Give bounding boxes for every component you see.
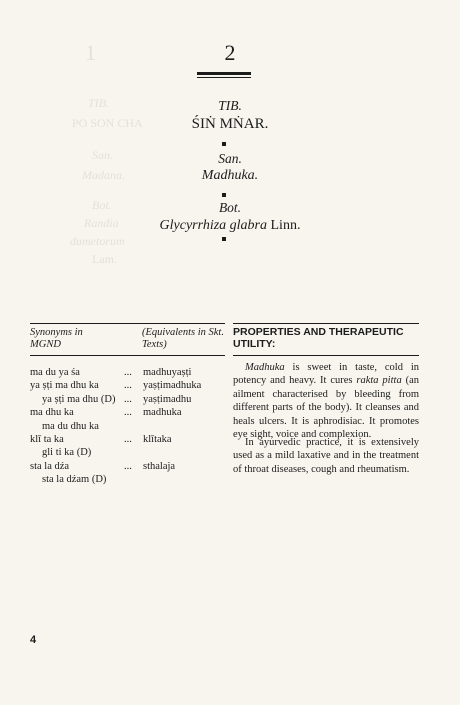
tibetan-term: sta la dźa	[30, 460, 70, 472]
table-row	[30, 366, 225, 379]
table-row	[30, 460, 225, 473]
tibetan-term: sta la dźam (D)	[42, 474, 107, 486]
ghost-bot-line1: Randia	[84, 216, 119, 230]
madhuka-term: Madhuka	[245, 362, 285, 373]
dot-leader: ...	[124, 407, 132, 419]
chapter-rule	[197, 72, 251, 75]
synonyms-table	[30, 366, 225, 487]
ghost-san-name: Madana.	[82, 168, 125, 182]
bot-label: Bot.	[218, 200, 242, 215]
synonyms-bottom-rule	[30, 355, 225, 356]
rakta-pitta-term: rakta pitta	[356, 375, 402, 387]
bot-name-species: Glycyrrhiza glabra	[159, 218, 267, 233]
table-row	[30, 406, 225, 419]
synonyms-top-rule	[30, 323, 225, 324]
ghost-tib-label: TIB.	[88, 96, 109, 110]
tib-label: TIB.	[218, 98, 242, 113]
page-number: 4	[30, 634, 37, 646]
dot-leader: ...	[124, 433, 132, 445]
chapter-number: 2	[224, 40, 236, 65]
table-row	[30, 379, 225, 392]
separator-bullet	[222, 142, 226, 146]
separator-bullet	[222, 237, 226, 241]
table-row	[30, 433, 225, 446]
tibetan-term: gli ti ka (D)	[42, 447, 92, 459]
ghost-bot-label: Bot.	[92, 198, 112, 212]
para1-text-b: (an ailment characterised by bleeding from different parts of the body). It cleanses and heals ulcers. It is aphrodisiac. It promotes eye sight, voice and complexion.	[233, 375, 419, 441]
sanskrit-term: yaṣṭimadhuka	[143, 380, 202, 392]
equivalents-heading: (Equivalents in Skt. Texts)	[142, 327, 224, 350]
dot-leader: ...	[124, 460, 132, 472]
tibetan-term: ma du dhu ka	[42, 420, 99, 432]
separator-bullet	[222, 193, 226, 197]
ghost-chapter-number: 1	[85, 40, 96, 65]
dot-leader: ...	[124, 367, 132, 378]
san-name: Madhuka.	[201, 168, 259, 183]
dot-leader: ...	[124, 380, 132, 392]
dot-leader: ...	[124, 393, 132, 405]
sanskrit-term: yaṣṭimadhu	[143, 393, 192, 405]
properties-top-rule	[233, 323, 419, 324]
tibetan-term: ya ṣṭi ma dhu (D)	[42, 393, 116, 405]
tibetan-term: ma dhu ka	[30, 407, 74, 419]
tibetan-term: ya ṣṭi ma dhu ka	[30, 380, 99, 392]
para2-text: In ayurvedic practice, it is extensively used as a mild laxative and in the treatment of throat diseases, cough and rheumatism.	[233, 437, 419, 475]
tibetan-term: klī ta ka	[30, 433, 64, 445]
ghost-san-label: San.	[92, 148, 113, 162]
ghost-tib-name: PO SON CHA	[72, 116, 143, 130]
sanskrit-term: madhuyaṣṭi	[143, 367, 192, 378]
properties-paragraph-1	[233, 361, 419, 441]
bot-name-author: Linn.	[270, 218, 301, 233]
chapter-rule-thin	[197, 77, 251, 78]
properties-bottom-rule	[233, 355, 419, 356]
sanskrit-term: sthalaja	[143, 460, 176, 472]
sanskrit-term: klītaka	[143, 433, 172, 445]
properties-heading: PROPERTIES AND THERAPEUTIC UTILITY:	[233, 326, 404, 350]
synonyms-heading: Synonyms in MGND	[30, 327, 83, 350]
san-label: San.	[218, 151, 242, 166]
table-row	[30, 420, 225, 433]
ghost-bot-line3: Lam.	[92, 252, 117, 266]
properties-paragraph-2	[233, 436, 419, 476]
para1-text-a: is sweet in taste, cold in potency and heavy. It cures	[233, 362, 419, 387]
table-row	[30, 393, 225, 406]
table-row	[30, 446, 225, 459]
tibetan-term: ma du ya śa	[30, 367, 80, 378]
ghost-bot-line2: dumetorum	[70, 234, 125, 248]
tib-name: ŚIṄ MṄAR.	[191, 116, 269, 132]
table-row	[30, 473, 225, 486]
bot-name	[0, 218, 460, 234]
sanskrit-term: madhuka	[143, 407, 182, 419]
